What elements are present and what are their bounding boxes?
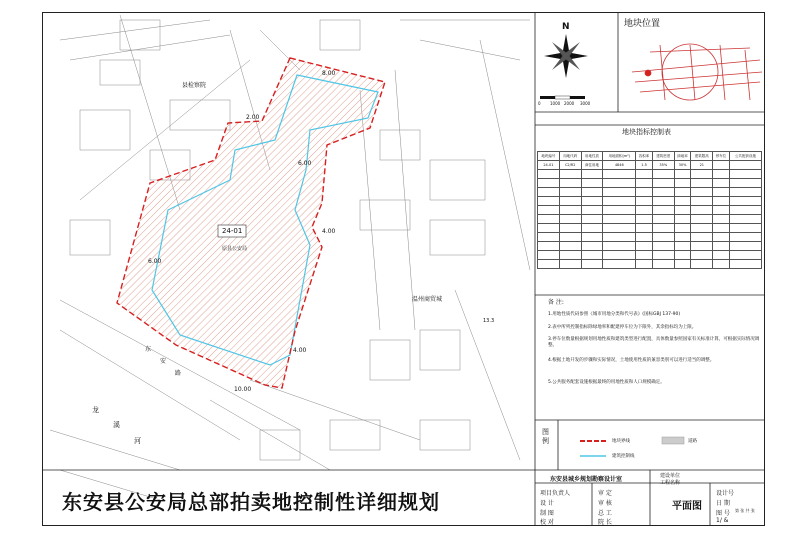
location-panel-title: 地块位置 [624, 19, 661, 29]
scale-label: 2000 [564, 101, 575, 106]
table-row [538, 260, 762, 269]
table-header-cell: 容积率 [636, 152, 653, 161]
table-header-cell: 停车位 [713, 152, 730, 161]
table-header-cell: 绿地率 [674, 152, 691, 161]
table-cell: 21 [691, 161, 713, 170]
sheet-number: 1/ & [716, 517, 729, 524]
field-mid: 审 定 [598, 490, 612, 497]
project-label: 工程名称 [660, 480, 681, 486]
table-cell: 4846 [603, 161, 636, 170]
unit-label: 建设单位 [660, 473, 681, 479]
table-cell: 35% [652, 161, 674, 170]
notes-title: 备 注: [548, 299, 564, 306]
setback-label: 4.00 [322, 228, 336, 235]
road-label-1: 东 [145, 346, 152, 353]
field-mid: 审 核 [598, 500, 612, 507]
table-row [538, 188, 762, 197]
table-row [538, 197, 762, 206]
bsn-label: 13.3 [483, 318, 495, 324]
table-header-row [538, 152, 762, 161]
scale-bar [540, 96, 585, 99]
org-name: 东安县城乡规划勘察设计室 [550, 476, 623, 483]
parcel-name-label: 原县公安局 [222, 246, 248, 252]
legend-label-road: 道路 [688, 439, 697, 444]
north-arrow-icon [544, 34, 588, 78]
note-item: 2.表中所列控制指标除绿地率和配建停车位为下限外，其余指标均为上限。 [548, 325, 697, 330]
river-label-2: 溪 [113, 421, 120, 429]
site-marker [645, 70, 651, 76]
setback-label: 8.00 [322, 70, 336, 77]
legend-title: 图例 [542, 428, 549, 445]
field-left: 设 计 [540, 500, 554, 507]
field-left: 项目负责人 [540, 490, 571, 497]
setback-label: 6.00 [298, 160, 312, 167]
legend-label-boundary: 地块界线 [612, 439, 630, 444]
field-right: 日 期 [716, 500, 730, 507]
road-label-2: 安 [160, 358, 167, 365]
table-row [538, 179, 762, 188]
trade-city-label: 温州商贸城 [412, 296, 443, 303]
location-minimap [632, 44, 762, 100]
note-item: 1.用地性质代码参照《城市用地分类和代号表》(国标GBJ 137-90) [548, 312, 681, 317]
table-header-cell: 用地性质 [581, 152, 603, 161]
setback-label: 4.00 [293, 347, 307, 354]
table-cell [729, 161, 761, 170]
table-cell: 30% [674, 161, 691, 170]
procuratorate-label: 县检察院 [182, 82, 207, 89]
scale-label: 3000 [580, 101, 591, 106]
table-row [538, 215, 762, 224]
table-row [538, 224, 762, 233]
table-row [538, 242, 762, 251]
table-header-cell: 用地面积(m²) [603, 152, 636, 161]
table-row [538, 170, 762, 179]
legend-label-buildline: 建筑控制线 [612, 454, 635, 459]
table-row [538, 206, 762, 215]
field-mid: 总 工 [598, 510, 612, 517]
table-header-cell: 地块编号 [538, 152, 560, 161]
setback-label: 6.00 [148, 258, 162, 265]
table-row [538, 251, 762, 260]
road-label-3: 路 [175, 370, 182, 377]
setback-label: 2.00 [246, 114, 260, 121]
field-right: 设计号 [716, 490, 735, 497]
parcel-id-label: 24-01 [222, 227, 243, 235]
note-item: 4.根据土地开发的步骤和实际情况，土地使用性质的兼容类别可以进行适当的调整。 [548, 358, 715, 363]
table-header-cell: 公共配套设施 [729, 152, 761, 161]
parcel-area [117, 58, 385, 388]
table-header-cell: 用地代码 [559, 152, 581, 161]
table-header-cell: 建筑限高 [691, 152, 713, 161]
table-header-cell: 建筑密度 [652, 152, 674, 161]
scale-label: 1000 [550, 101, 561, 106]
field-mid: 院 长 [598, 519, 612, 526]
river-label-3: 河 [134, 437, 141, 445]
drawing-name: 平面图 [672, 501, 702, 512]
table-row [538, 161, 762, 170]
table-row [538, 233, 762, 242]
page-count-label: 第 张 共 张 [735, 508, 755, 513]
legend-swatch-road [662, 437, 684, 444]
setback-label: 10.00 [234, 386, 252, 393]
river-label-1: 龙 [92, 406, 99, 414]
table-cell: 商住用地 [581, 161, 603, 170]
scale-label: 0 [538, 101, 541, 106]
table-cell: 1.5 [636, 161, 653, 170]
field-left: 校 对 [540, 519, 554, 526]
table-cell: 24-01 [538, 161, 560, 170]
control-table-title: 地块指标控制表 [622, 128, 671, 136]
note-item: 5.公共服务配套设施根据最终的用地性质和人口规模确定。 [548, 380, 665, 385]
drawing-title: 东安县公安局总部拍卖地控制性详细规划 [62, 490, 440, 514]
table-cell: C2/R2 [559, 161, 581, 170]
control-table [537, 151, 762, 269]
table-cell [713, 161, 730, 170]
note-item: 3.停车位数量根据规划用地性质和建筑类型进行配置，具体数量参照国家有关标准计算，可根据实际情况调整。 [548, 337, 760, 348]
field-right: 图 号 [716, 510, 730, 517]
field-left: 制 图 [540, 510, 554, 517]
north-label: N [562, 22, 570, 32]
